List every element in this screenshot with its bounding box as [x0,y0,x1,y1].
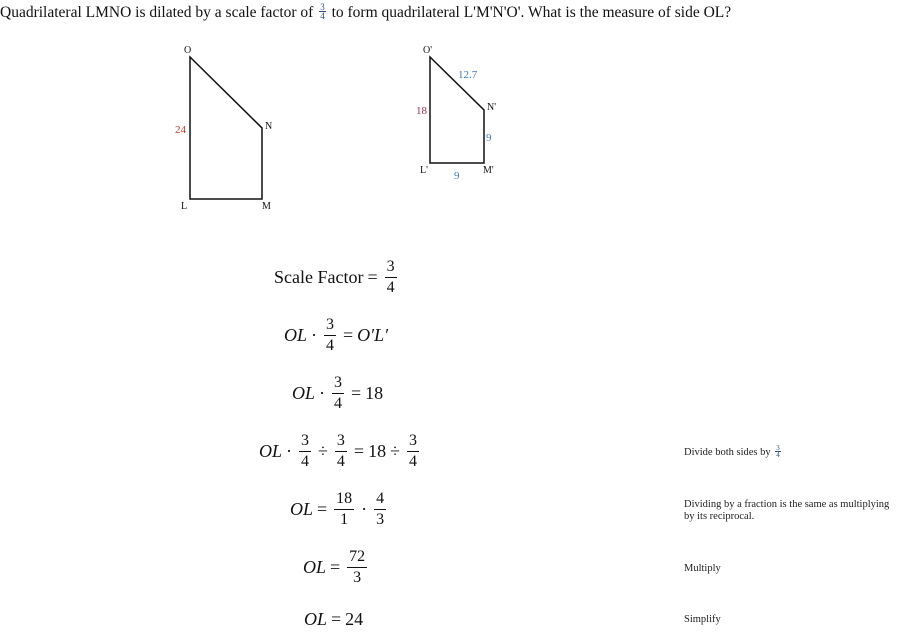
side-nm-prime-length: 9 [486,132,492,144]
side-ol-prime-length: 18 [416,105,427,117]
step-reciprocal: OL = $\frac{18}{1}$ · $\frac{4}{3}$ [290,490,385,528]
vertex-n-label: N [265,121,273,132]
step-scale-factor: Scale Factor = $\frac{3}{4}$ [274,258,395,296]
vertex-m-label: M [262,201,271,212]
vertex-o-label: O [184,45,192,56]
step-simplify: OL = 24 [304,609,364,629]
note-simplify: Simplify [684,614,721,625]
note-multiply: Multiply [684,563,721,574]
note-divide: Divide both sides by $\frac{3}{4}$ [684,444,780,459]
quadrilateral-lmno-prime [416,45,496,182]
vertex-m-prime-label: M' [483,165,494,176]
vertex-o-prime-label: O' [423,45,433,56]
side-lm-prime-length: 9 [454,170,460,182]
question-suffix: to form quadrilateral L'M'N'O'. What is the measure of side OL? [331,4,732,21]
step-multiply: OL = $\frac{72}{3}$ [303,548,366,586]
step-setup-equation: OL · $\frac{3}{4}$ = O′L′ [284,316,389,354]
note-reciprocal: Dividing by a fraction is the same as multiplying by its reciprocal. [684,499,890,522]
quadrilateral-figures [0,0,903,240]
vertex-n-prime-label: N' [487,102,497,113]
question-prefix: Quadrilateral LMNO is dilated by a scale factor of [0,4,314,21]
vertex-l-prime-label: L' [420,165,428,176]
step-divide: OL · $\frac{3}{4}$ ÷ $\frac{3}{4}$ = 18 ÷ $\frac{3}{4}$ [259,432,417,470]
quadrilateral-lmno [175,45,272,212]
side-ol-length: 24 [175,124,186,136]
side-on-prime-length: 12.7 [458,69,478,81]
scale-fraction: $\frac{3}{4}$ [320,1,325,21]
vertex-l-label: L [181,201,188,212]
step-substitute: OL · $\frac{3}{4}$ = 18 [292,374,384,412]
